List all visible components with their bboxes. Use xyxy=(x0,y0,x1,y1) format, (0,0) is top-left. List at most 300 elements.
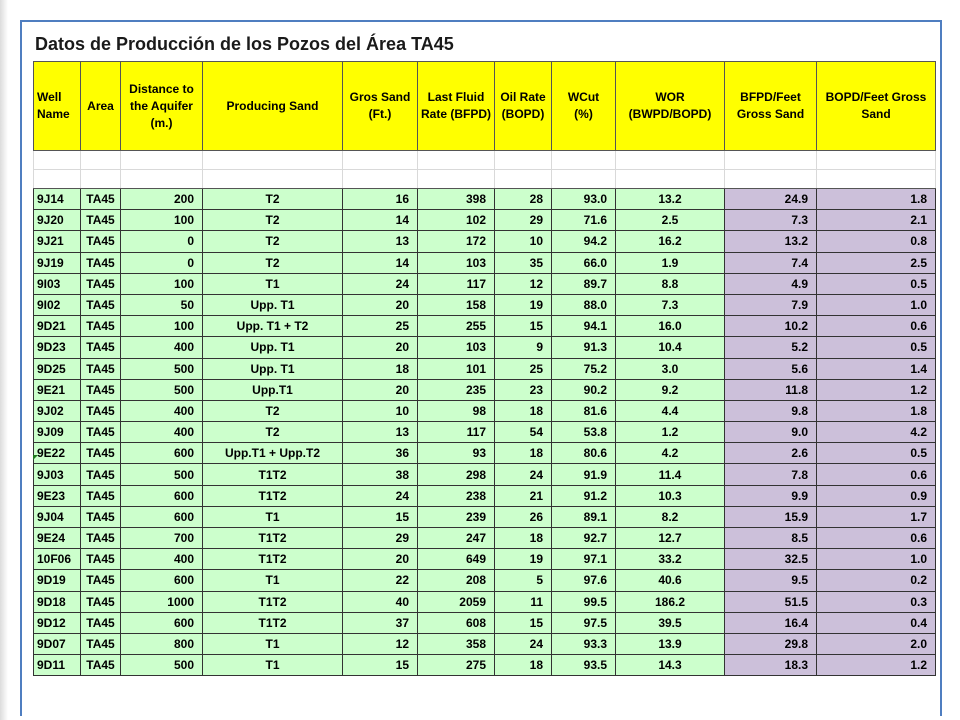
header-line: WCut xyxy=(567,90,600,104)
cell-gros-sand: 16 xyxy=(343,189,418,210)
cell-producing-sand: Upp.T1 + Upp.T2 xyxy=(203,443,343,464)
cell-distance-to-aquifer: 600 xyxy=(121,506,203,527)
cell-oil-rate: 11 xyxy=(495,591,552,612)
cell-oil-rate: 29 xyxy=(495,210,552,231)
cell-wor: 4.4 xyxy=(616,400,725,421)
cell-area: TA45 xyxy=(81,464,121,485)
cell-last-fluid-rate: 98 xyxy=(418,400,495,421)
cell-area: TA45 xyxy=(81,400,121,421)
cell-producing-sand: T1 xyxy=(203,506,343,527)
cell-producing-sand: T2 xyxy=(203,252,343,273)
cell-area: TA45 xyxy=(81,549,121,570)
cell-well-name: 9D19 xyxy=(34,570,81,591)
cell-oil-rate: 18 xyxy=(495,443,552,464)
cell-gros-sand: 20 xyxy=(343,294,418,315)
cell-producing-sand: T1T2 xyxy=(203,591,343,612)
cell-bopd-per-feet: 0.2 xyxy=(817,570,936,591)
cell-last-fluid-rate: 649 xyxy=(418,549,495,570)
cell-bfpd-per-feet: 7.3 xyxy=(725,210,817,231)
cell-bfpd-per-feet: 13.2 xyxy=(725,231,817,252)
cell-bfpd-per-feet: 51.5 xyxy=(725,591,817,612)
table-row xyxy=(34,358,936,379)
cell-area: TA45 xyxy=(81,506,121,527)
header-line: (BOPD) xyxy=(501,107,545,121)
cell-well-name: 9E21 xyxy=(34,379,81,400)
cell-wcut: 97.1 xyxy=(552,549,616,570)
cell-last-fluid-rate: 117 xyxy=(418,422,495,443)
cell-bopd-per-feet: 0.5 xyxy=(817,443,936,464)
cell-distance-to-aquifer: 600 xyxy=(121,570,203,591)
cell-oil-rate: 10 xyxy=(495,231,552,252)
page-title: Datos de Producción de los Pozos del Área TA45 xyxy=(35,34,454,54)
production-table xyxy=(33,61,936,676)
cell-last-fluid-rate: 239 xyxy=(418,506,495,527)
cell-well-name: 9J04 xyxy=(34,506,81,527)
cell-bfpd-per-feet: 5.6 xyxy=(725,358,817,379)
cell-area: TA45 xyxy=(81,337,121,358)
cell-wor: 10.3 xyxy=(616,485,725,506)
cell-area: TA45 xyxy=(81,485,121,506)
table-row xyxy=(34,231,936,252)
cell-well-name: 9D21 xyxy=(34,316,81,337)
cell-bfpd-per-feet: 24.9 xyxy=(725,189,817,210)
cell-producing-sand: T2 xyxy=(203,400,343,421)
cell-last-fluid-rate: 103 xyxy=(418,252,495,273)
cell-gros-sand: 13 xyxy=(343,422,418,443)
cell-bfpd-per-feet: 11.8 xyxy=(725,379,817,400)
cell-wor: 40.6 xyxy=(616,570,725,591)
cell-gros-sand: 38 xyxy=(343,464,418,485)
cell-oil-rate: 35 xyxy=(495,252,552,273)
cell-oil-rate: 18 xyxy=(495,400,552,421)
cell-oil-rate: 19 xyxy=(495,294,552,315)
cell-bfpd-per-feet: 5.2 xyxy=(725,337,817,358)
cell-area: TA45 xyxy=(81,231,121,252)
header-line: Gross Sand xyxy=(736,107,805,121)
cell-wor: 14.3 xyxy=(616,655,725,676)
header-line: Distance to xyxy=(129,81,194,96)
cell-producing-sand: Upp. T1 + T2 xyxy=(203,316,343,337)
cell-gros-sand: 40 xyxy=(343,591,418,612)
cell-well-name: 9E22 xyxy=(34,443,81,464)
cell-bfpd-per-feet: 15.9 xyxy=(725,506,817,527)
cell-last-fluid-rate: 255 xyxy=(418,316,495,337)
cell-wcut: 53.8 xyxy=(552,422,616,443)
table-row xyxy=(34,252,936,273)
cell-bfpd-per-feet: 7.4 xyxy=(725,252,817,273)
cell-wcut: 80.6 xyxy=(552,443,616,464)
header-distance-to-aquifer xyxy=(121,62,203,151)
cell-bopd-per-feet: 2.5 xyxy=(817,252,936,273)
header-oil-rate xyxy=(495,62,552,151)
cell-wor: 13.9 xyxy=(616,633,725,654)
header-producing-sand xyxy=(203,62,343,151)
header-last-fluid-rate xyxy=(418,62,495,151)
cell-oil-rate: 25 xyxy=(495,358,552,379)
table-row xyxy=(34,316,936,337)
cell-oil-rate: 54 xyxy=(495,422,552,443)
cell-bfpd-per-feet: 9.8 xyxy=(725,400,817,421)
header-line: Rate (BFPD) xyxy=(420,107,491,121)
cell-wor: 1.2 xyxy=(616,422,725,443)
cell-bopd-per-feet: 0.6 xyxy=(817,464,936,485)
cell-well-name: 9D25 xyxy=(34,358,81,379)
cell-last-fluid-rate: 608 xyxy=(418,612,495,633)
cell-gros-sand: 24 xyxy=(343,485,418,506)
cell-bopd-per-feet: 1.0 xyxy=(817,294,936,315)
cell-wcut: 75.2 xyxy=(552,358,616,379)
cell-bfpd-per-feet: 18.3 xyxy=(725,655,817,676)
header-line: BOPD/Feet Gross xyxy=(825,90,927,104)
header-line: (m.) xyxy=(150,115,173,130)
cell-oil-rate: 24 xyxy=(495,633,552,654)
cell-gros-sand: 18 xyxy=(343,358,418,379)
cell-bfpd-per-feet: 9.9 xyxy=(725,485,817,506)
cell-distance-to-aquifer: 800 xyxy=(121,633,203,654)
cell-well-name: 9D23 xyxy=(34,337,81,358)
cell-distance-to-aquifer: 0 xyxy=(121,231,203,252)
cell-last-fluid-rate: 247 xyxy=(418,528,495,549)
cell-bopd-per-feet: 1.2 xyxy=(817,655,936,676)
cell-distance-to-aquifer: 400 xyxy=(121,549,203,570)
cell-last-fluid-rate: 101 xyxy=(418,358,495,379)
cell-oil-rate: 15 xyxy=(495,612,552,633)
cell-wcut: 93.0 xyxy=(552,189,616,210)
cell-oil-rate: 18 xyxy=(495,528,552,549)
cell-area: TA45 xyxy=(81,379,121,400)
cell-well-name: 9E24 xyxy=(34,528,81,549)
cell-oil-rate: 18 xyxy=(495,655,552,676)
cell-distance-to-aquifer: 400 xyxy=(121,400,203,421)
cell-well-name: 9D12 xyxy=(34,612,81,633)
cell-gros-sand: 37 xyxy=(343,612,418,633)
cell-wcut: 93.3 xyxy=(552,633,616,654)
header-gros-sand xyxy=(343,62,418,151)
table-row xyxy=(34,506,936,527)
cell-bfpd-per-feet: 9.0 xyxy=(725,422,817,443)
cell-gros-sand: 15 xyxy=(343,506,418,527)
cell-bopd-per-feet: 1.4 xyxy=(817,358,936,379)
table-row xyxy=(34,400,936,421)
table-row xyxy=(34,633,936,654)
table-row xyxy=(34,591,936,612)
header-line: Sand xyxy=(861,107,891,121)
cell-distance-to-aquifer: 0 xyxy=(121,252,203,273)
header-line: Gros Sand xyxy=(349,90,411,104)
cell-wcut: 89.7 xyxy=(552,273,616,294)
cell-wcut: 94.1 xyxy=(552,316,616,337)
header-line: Last Fluid xyxy=(427,90,485,104)
cell-wor: 11.4 xyxy=(616,464,725,485)
cell-area: TA45 xyxy=(81,252,121,273)
cell-producing-sand: T1T2 xyxy=(203,612,343,633)
cell-oil-rate: 19 xyxy=(495,549,552,570)
cell-gros-sand: 14 xyxy=(343,210,418,231)
table-row xyxy=(34,655,936,676)
cell-oil-rate: 28 xyxy=(495,189,552,210)
cell-gros-sand: 22 xyxy=(343,570,418,591)
header-bfpd-per-feet xyxy=(725,62,817,151)
cell-area: TA45 xyxy=(81,612,121,633)
cell-wcut: 90.2 xyxy=(552,379,616,400)
cell-wcut: 91.9 xyxy=(552,464,616,485)
cell-bopd-per-feet: 0.5 xyxy=(817,337,936,358)
cell-producing-sand: T1T2 xyxy=(203,464,343,485)
table-row xyxy=(34,443,936,464)
cell-well-name: 9E23 xyxy=(34,485,81,506)
cell-area: TA45 xyxy=(81,443,121,464)
cell-wcut: 91.2 xyxy=(552,485,616,506)
cell-area: TA45 xyxy=(81,210,121,231)
cell-well-name: 9I03 xyxy=(34,273,81,294)
header-line: WOR xyxy=(655,90,685,104)
cell-bfpd-per-feet: 4.9 xyxy=(725,273,817,294)
cell-distance-to-aquifer: 100 xyxy=(121,210,203,231)
cell-bopd-per-feet: 1.0 xyxy=(817,549,936,570)
cell-oil-rate: 5 xyxy=(495,570,552,591)
cell-producing-sand: T1T2 xyxy=(203,549,343,570)
cell-area: TA45 xyxy=(81,655,121,676)
cell-gros-sand: 13 xyxy=(343,231,418,252)
cell-wcut: 99.5 xyxy=(552,591,616,612)
cell-last-fluid-rate: 398 xyxy=(418,189,495,210)
cell-producing-sand: T1 xyxy=(203,273,343,294)
cell-wor: 16.0 xyxy=(616,316,725,337)
cell-wor: 4.2 xyxy=(616,443,725,464)
cell-oil-rate: 26 xyxy=(495,506,552,527)
cell-last-fluid-rate: 93 xyxy=(418,443,495,464)
cell-bopd-per-feet: 2.1 xyxy=(817,210,936,231)
table-header-row xyxy=(34,62,936,151)
cell-well-name: 9D07 xyxy=(34,633,81,654)
cell-producing-sand: Upp. T1 xyxy=(203,294,343,315)
cell-producing-sand: T1T2 xyxy=(203,528,343,549)
cell-wor: 39.5 xyxy=(616,612,725,633)
cell-gros-sand: 25 xyxy=(343,316,418,337)
cell-bfpd-per-feet: 29.8 xyxy=(725,633,817,654)
cell-producing-sand: T1 xyxy=(203,655,343,676)
cell-last-fluid-rate: 235 xyxy=(418,379,495,400)
cell-wor: 3.0 xyxy=(616,358,725,379)
cell-gros-sand: 24 xyxy=(343,273,418,294)
cell-producing-sand: Upp.T1 xyxy=(203,379,343,400)
cell-wcut: 88.0 xyxy=(552,294,616,315)
cell-bopd-per-feet: 0.6 xyxy=(817,316,936,337)
cell-wcut: 94.2 xyxy=(552,231,616,252)
cell-area: TA45 xyxy=(81,422,121,443)
cell-bopd-per-feet: 1.8 xyxy=(817,400,936,421)
cell-distance-to-aquifer: 1000 xyxy=(121,591,203,612)
cell-area: TA45 xyxy=(81,294,121,315)
cell-gros-sand: 20 xyxy=(343,337,418,358)
cell-wor: 186.2 xyxy=(616,591,725,612)
table-row xyxy=(34,485,936,506)
cell-wcut: 91.3 xyxy=(552,337,616,358)
cell-area: TA45 xyxy=(81,528,121,549)
header-line: the Aquifer xyxy=(130,98,193,113)
header-line: Name xyxy=(37,107,70,121)
cell-oil-rate: 24 xyxy=(495,464,552,485)
table-row xyxy=(34,379,936,400)
cell-wor: 12.7 xyxy=(616,528,725,549)
cell-oil-rate: 21 xyxy=(495,485,552,506)
cell-wor: 2.5 xyxy=(616,210,725,231)
cell-distance-to-aquifer: 600 xyxy=(121,612,203,633)
cell-wcut: 66.0 xyxy=(552,252,616,273)
cell-bopd-per-feet: 4.2 xyxy=(817,422,936,443)
table-row xyxy=(34,273,936,294)
cell-wor: 16.2 xyxy=(616,231,725,252)
cell-wor: 7.3 xyxy=(616,294,725,315)
cell-bfpd-per-feet: 16.4 xyxy=(725,612,817,633)
cell-distance-to-aquifer: 100 xyxy=(121,273,203,294)
cell-gros-sand: 12 xyxy=(343,633,418,654)
header-line: BFPD/Feet xyxy=(740,90,801,104)
cell-bopd-per-feet: 1.7 xyxy=(817,506,936,527)
header-area xyxy=(81,62,121,151)
cell-bopd-per-feet: 1.8 xyxy=(817,189,936,210)
cell-wor: 13.2 xyxy=(616,189,725,210)
cell-last-fluid-rate: 238 xyxy=(418,485,495,506)
cell-bfpd-per-feet: 9.5 xyxy=(725,570,817,591)
blank-row xyxy=(34,170,936,189)
cell-bopd-per-feet: 2.0 xyxy=(817,633,936,654)
cell-oil-rate: 12 xyxy=(495,273,552,294)
header-well-name xyxy=(34,62,81,151)
cell-bopd-per-feet: 0.6 xyxy=(817,528,936,549)
cell-well-name: 9J20 xyxy=(34,210,81,231)
cell-distance-to-aquifer: 500 xyxy=(121,464,203,485)
cell-wcut: 97.5 xyxy=(552,612,616,633)
cell-producing-sand: T2 xyxy=(203,231,343,252)
cell-well-name: 9D18 xyxy=(34,591,81,612)
cell-wor: 1.9 xyxy=(616,252,725,273)
table-row xyxy=(34,612,936,633)
cell-area: TA45 xyxy=(81,358,121,379)
cell-distance-to-aquifer: 400 xyxy=(121,337,203,358)
header-line: Oil Rate xyxy=(500,90,546,104)
cell-well-name: 9J14 xyxy=(34,189,81,210)
header-line: (%) xyxy=(574,107,593,121)
cell-area: TA45 xyxy=(81,316,121,337)
cell-gros-sand: 20 xyxy=(343,379,418,400)
header-bopd-per-feet xyxy=(817,62,936,151)
cell-bopd-per-feet: 0.4 xyxy=(817,612,936,633)
cell-last-fluid-rate: 172 xyxy=(418,231,495,252)
cell-distance-to-aquifer: 50 xyxy=(121,294,203,315)
cell-well-name: 9J21 xyxy=(34,231,81,252)
cell-bopd-per-feet: 0.5 xyxy=(817,273,936,294)
cell-bopd-per-feet: 0.3 xyxy=(817,591,936,612)
cell-wcut: 93.5 xyxy=(552,655,616,676)
cell-wor: 8.8 xyxy=(616,273,725,294)
cell-last-fluid-rate: 275 xyxy=(418,655,495,676)
cell-producing-sand: T2 xyxy=(203,189,343,210)
cell-area: TA45 xyxy=(81,570,121,591)
cell-last-fluid-rate: 158 xyxy=(418,294,495,315)
table-row xyxy=(34,570,936,591)
table-row xyxy=(34,422,936,443)
cell-area: TA45 xyxy=(81,273,121,294)
cell-bfpd-per-feet: 7.9 xyxy=(725,294,817,315)
header-line: Area xyxy=(87,98,114,113)
cell-well-name: 9J09 xyxy=(34,422,81,443)
cell-bfpd-per-feet: 10.2 xyxy=(725,316,817,337)
cell-producing-sand: T1 xyxy=(203,633,343,654)
cell-area: TA45 xyxy=(81,189,121,210)
cell-last-fluid-rate: 208 xyxy=(418,570,495,591)
cell-bopd-per-feet: 0.8 xyxy=(817,231,936,252)
cell-area: TA45 xyxy=(81,591,121,612)
table-row xyxy=(34,189,936,210)
cell-bfpd-per-feet: 8.5 xyxy=(725,528,817,549)
cell-producing-sand: T1 xyxy=(203,570,343,591)
cell-bfpd-per-feet: 32.5 xyxy=(725,549,817,570)
cell-well-name: 9J03 xyxy=(34,464,81,485)
cell-wcut: 81.6 xyxy=(552,400,616,421)
header-line: Well xyxy=(37,90,62,104)
cell-wor: 8.2 xyxy=(616,506,725,527)
cell-gros-sand: 10 xyxy=(343,400,418,421)
cell-comment-marker xyxy=(33,455,38,460)
cell-producing-sand: T2 xyxy=(203,422,343,443)
cell-last-fluid-rate: 298 xyxy=(418,464,495,485)
cell-gros-sand: 29 xyxy=(343,528,418,549)
cell-well-name: 9D11 xyxy=(34,655,81,676)
table-row xyxy=(34,464,936,485)
cell-wcut: 89.1 xyxy=(552,506,616,527)
cell-producing-sand: T1T2 xyxy=(203,485,343,506)
cell-distance-to-aquifer: 500 xyxy=(121,358,203,379)
cell-gros-sand: 14 xyxy=(343,252,418,273)
header-line: Producing Sand xyxy=(226,98,319,113)
cell-wor: 10.4 xyxy=(616,337,725,358)
cell-last-fluid-rate: 358 xyxy=(418,633,495,654)
header-wcut xyxy=(552,62,616,151)
cell-producing-sand: Upp. T1 xyxy=(203,358,343,379)
cell-bfpd-per-feet: 2.6 xyxy=(725,443,817,464)
cell-last-fluid-rate: 117 xyxy=(418,273,495,294)
cell-area: TA45 xyxy=(81,633,121,654)
table-row xyxy=(34,549,936,570)
cell-distance-to-aquifer: 400 xyxy=(121,422,203,443)
cell-distance-to-aquifer: 700 xyxy=(121,528,203,549)
header-line: (BWPD/BOPD) xyxy=(628,107,712,121)
table-row xyxy=(34,210,936,231)
cell-gros-sand: 20 xyxy=(343,549,418,570)
cell-producing-sand: T2 xyxy=(203,210,343,231)
cell-last-fluid-rate: 102 xyxy=(418,210,495,231)
cell-well-name: 10F06 xyxy=(34,549,81,570)
cell-gros-sand: 36 xyxy=(343,443,418,464)
cell-wor: 9.2 xyxy=(616,379,725,400)
cell-gros-sand: 15 xyxy=(343,655,418,676)
header-wor xyxy=(616,62,725,151)
cell-wor: 33.2 xyxy=(616,549,725,570)
slide-edge-shadow xyxy=(0,0,8,720)
cell-distance-to-aquifer: 200 xyxy=(121,189,203,210)
cell-well-name: 9J19 xyxy=(34,252,81,273)
cell-distance-to-aquifer: 500 xyxy=(121,379,203,400)
blank-row xyxy=(34,151,936,170)
cell-distance-to-aquifer: 600 xyxy=(121,485,203,506)
table-row xyxy=(34,528,936,549)
header-line: (Ft.) xyxy=(368,107,392,121)
cell-bopd-per-feet: 1.2 xyxy=(817,379,936,400)
cell-oil-rate: 15 xyxy=(495,316,552,337)
cell-bfpd-per-feet: 7.8 xyxy=(725,464,817,485)
cell-producing-sand: Upp. T1 xyxy=(203,337,343,358)
